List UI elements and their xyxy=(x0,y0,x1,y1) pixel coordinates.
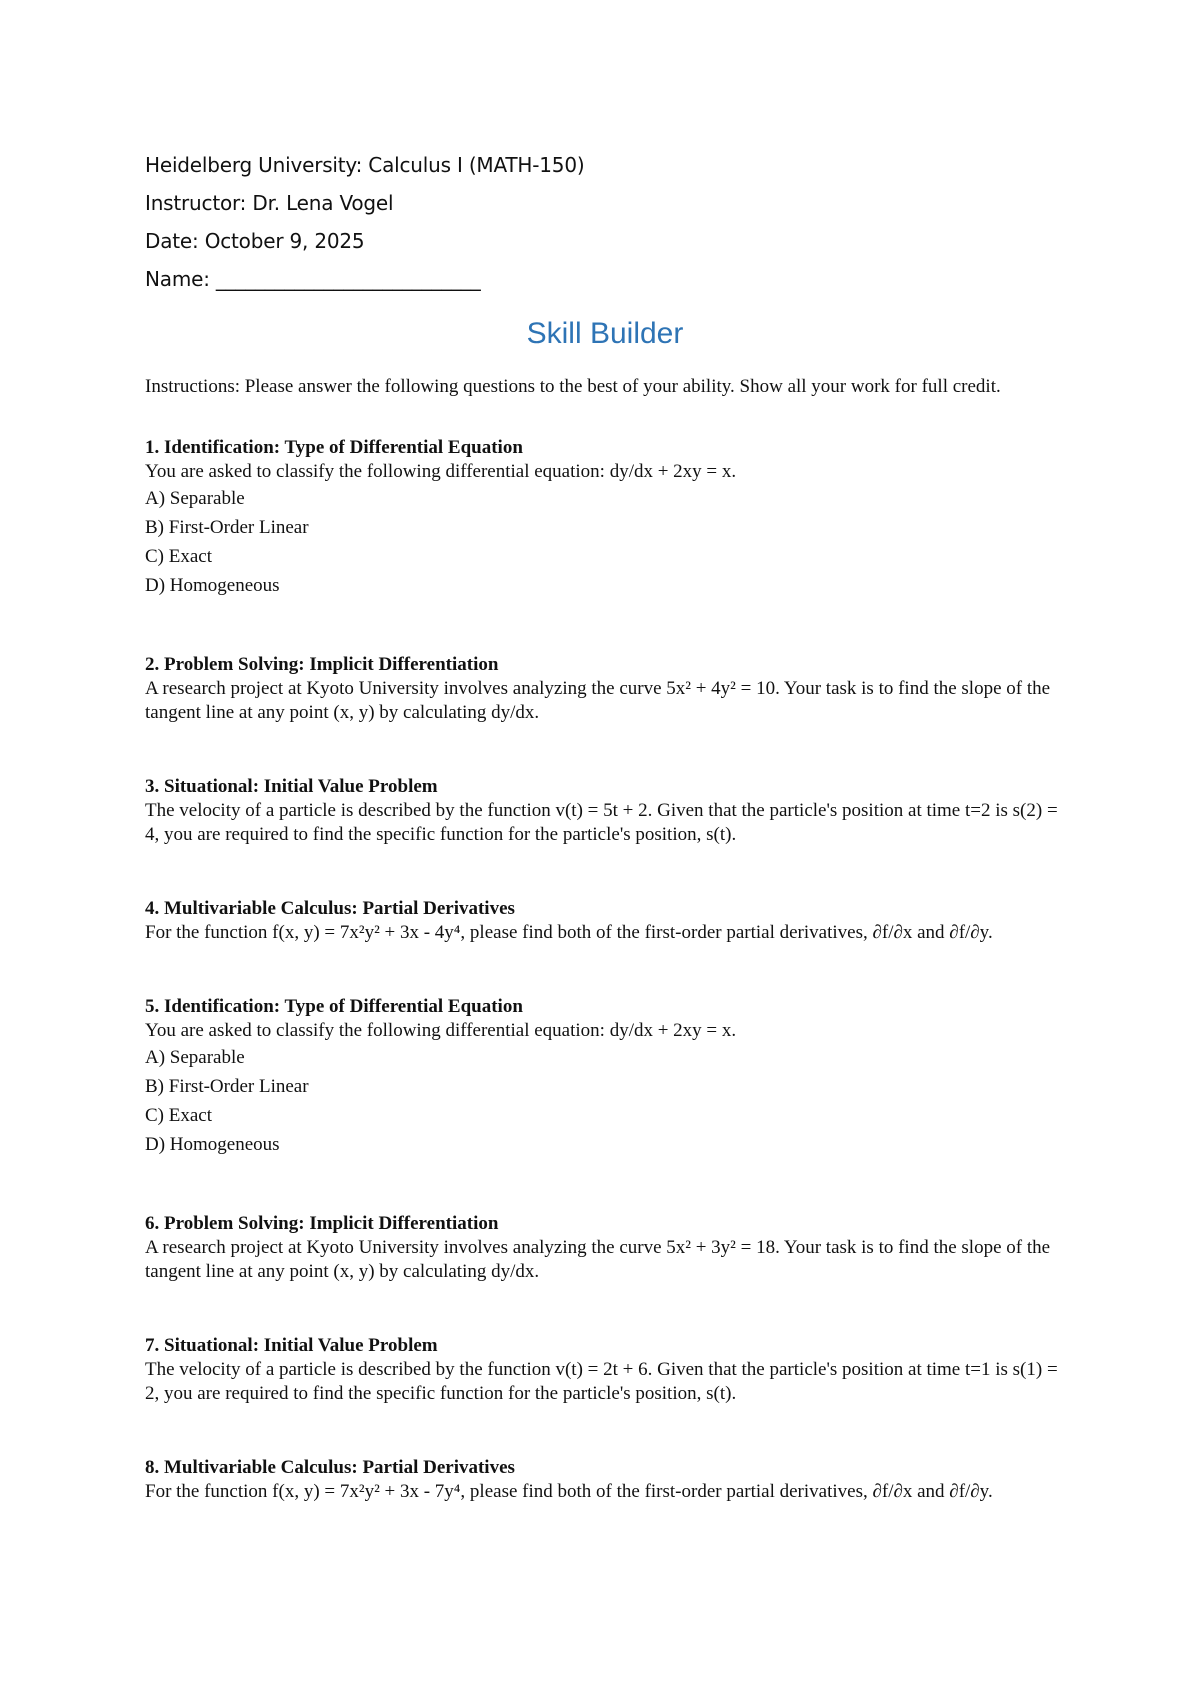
question-text: The velocity of a particle is described by the function v(t) = 5t + 2. Given that the particle's position at time t=2 is s(2) = 4, you are required to find the specific function for the particle's position, s(t). xyxy=(145,800,1058,845)
question-title: 1. Identification: Type of Differential Equation xyxy=(145,437,523,458)
question-text: For the function f(x, y) = 7x²y² + 3x - 4y⁴, please find both of the first-order partial derivatives, ∂f/∂x and ∂f/∂y. xyxy=(145,922,993,943)
question-3 xyxy=(145,775,1065,847)
university-course-line: Heidelberg University: Calculus I (MATH-150) xyxy=(145,153,585,177)
question-text: You are asked to classify the following differential equation: dy/dx + 2xy = x. xyxy=(145,1020,737,1041)
answer-option: A) Separable xyxy=(145,1047,245,1068)
question-1 xyxy=(145,436,1065,600)
question-6 xyxy=(145,1212,1065,1284)
question-title: 7. Situational: Initial Value Problem xyxy=(145,1335,438,1356)
question-text: The velocity of a particle is described by the function v(t) = 2t + 6. Given that the particle's position at time t=1 is s(1) = 2, you are required to find the specific function for the particle's position, s(t). xyxy=(145,1359,1058,1404)
question-title: 5. Identification: Type of Differential Equation xyxy=(145,996,523,1017)
answer-option: B) First-Order Linear xyxy=(145,1076,309,1097)
answer-option: C) Exact xyxy=(145,546,213,567)
question-title: 4. Multivariable Calculus: Partial Derivatives xyxy=(145,898,515,919)
question-text: For the function f(x, y) = 7x²y² + 3x - 7y⁴, please find both of the first-order partial derivatives, ∂f/∂x and ∂f/∂y. xyxy=(145,1481,993,1502)
answer-option: D) Homogeneous xyxy=(145,1134,280,1155)
question-5 xyxy=(145,995,1065,1159)
date-line: Date: October 9, 2025 xyxy=(145,229,365,253)
answer-option: B) First-Order Linear xyxy=(145,517,309,538)
question-7 xyxy=(145,1334,1065,1406)
answer-option: D) Homogeneous xyxy=(145,575,280,596)
answer-option: C) Exact xyxy=(145,1105,213,1126)
document-content xyxy=(145,146,1065,1504)
question-title: 3. Situational: Initial Value Problem xyxy=(145,776,438,797)
question-title: 2. Problem Solving: Implicit Differentiation xyxy=(145,654,499,675)
question-text: You are asked to classify the following differential equation: dy/dx + 2xy = x. xyxy=(145,461,737,482)
question-4 xyxy=(145,897,1065,945)
question-title: 8. Multivariable Calculus: Partial Derivatives xyxy=(145,1457,515,1478)
question-text: A research project at Kyoto University involves analyzing the curve 5x² + 3y² = 18. Your task is to find the slope of the tangent line at any point (x, y) by calculating dy/dx. xyxy=(145,1237,1051,1282)
student-name-line: Name: ___________________________ xyxy=(145,267,481,291)
question-2 xyxy=(145,653,1065,725)
question-text: A research project at Kyoto University involves analyzing the curve 5x² + 4y² = 10. Your task is to find the slope of the tangent line at any point (x, y) by calculating dy/dx. xyxy=(145,678,1051,723)
question-title: 6. Problem Solving: Implicit Differentiation xyxy=(145,1213,499,1234)
page-title: Skill Builder xyxy=(526,317,684,350)
instructor-line: Instructor: Dr. Lena Vogel xyxy=(145,191,394,215)
question-8 xyxy=(145,1456,1065,1504)
answer-option: A) Separable xyxy=(145,488,245,509)
instructions-text: Instructions: Please answer the following questions to the best of your ability. Show all your work for full credit. xyxy=(145,376,1001,397)
